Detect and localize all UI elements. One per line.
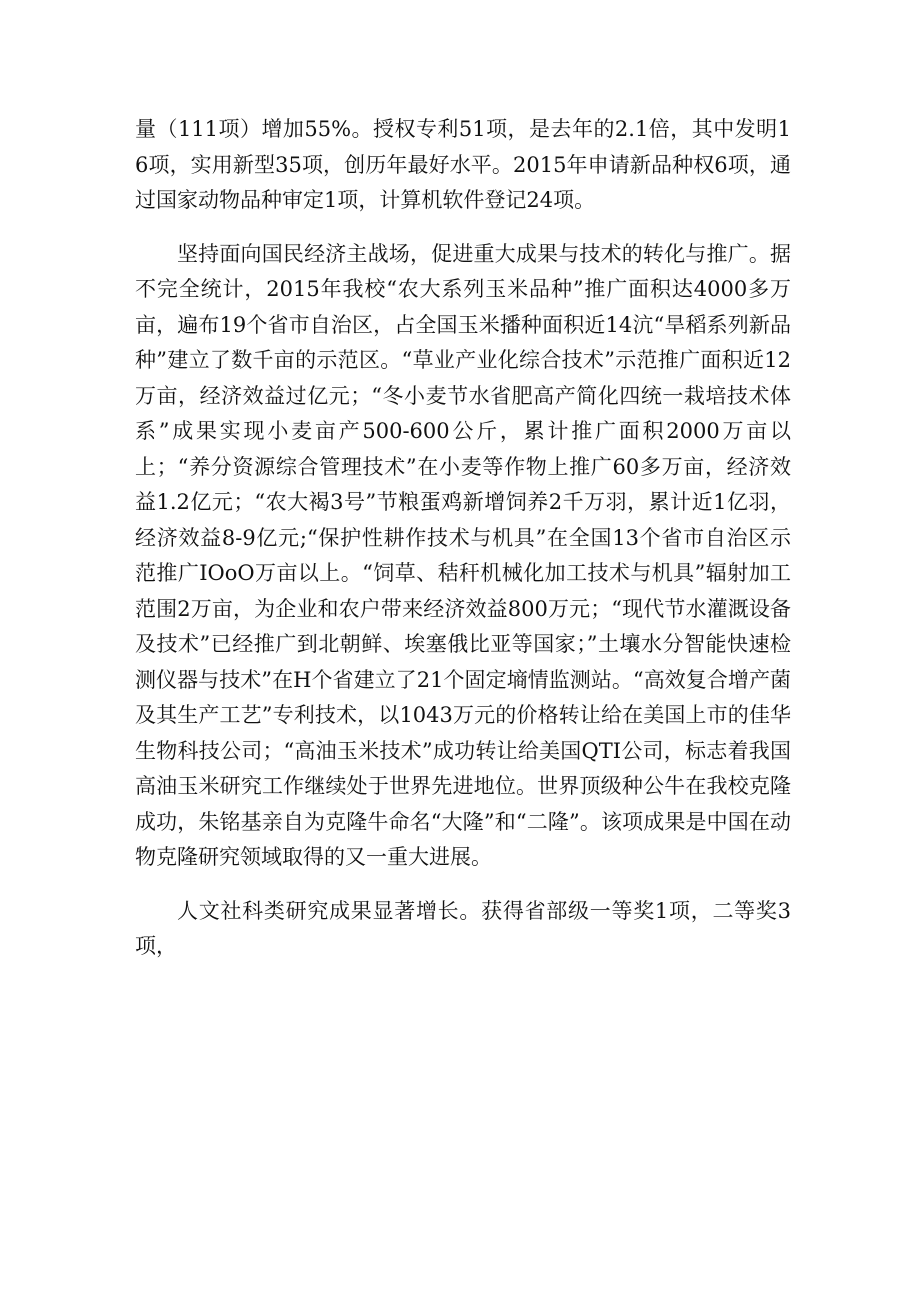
- paragraph-technology-transfer: 坚持面向国民经济主战场，促进重大成果与技术的转化与推广。据不完全统计，2015年我校“农大系列玉米品种”推广面积达4000多万亩，遍布19个省市自治区，占全国玉米播种面积近14沆“旱稻系列新品种”建立了数千亩的示范区。“草业产业化综合技术”示范推广面积近12万亩，经济效益过亿元；“冬小麦节水省肥高产简化四统一栽培技术体系”成果实现小麦亩产500-600公斤，累计推广面积2000万亩以上；“养分资源综合管理技术”在小麦等作物上推广60多万亩，经济效益1.2亿元；“农大褐3号”节粮蛋鸡新增饲养2千万羽，累计近1亿羽，经济效益8-9亿元;“保护性耕作技术与机具”在全国13个省市自治区示范推广IOoO万亩以上。“饲草、秸秆机械化加工技术与机具”辐射加工范围2万亩，为企业和农户带来经济效益800万元；“现代节水灌溉设备及技术”已经推广到北朝鲜、埃塞俄比亚等国家；”土壤水分智能快速检测仪器与技术”在H个省建立了21个固定墒情监测站。“高效复合增产菌及其生产工艺”专利技术，以1043万元的价格转让给在美国上市的佳华生物科技公司；“高油玉米技术”成功转让给美国QTI公司，标志着我国高油玉米研究工作继续处于世界先进地位。世界顶级种公牛在我校克隆成功，朱铭基亲自为克隆牛命名“大隆”和“二隆”。该项成果是中国在动物克隆研究领域取得的又一重大进展。: [135, 241, 791, 869]
- paragraph-gap: [135, 219, 791, 237]
- paragraph-patents: 量（111项）增加55%。授权专利51项，是去年的2.1倍，其中发明16项，实用新型35项，创历年最好水平。2015年申请新品种权6项，通过国家动物品种审定1项，计算机软件登记24项。: [135, 117, 791, 212]
- document-body: [135, 112, 791, 965]
- paragraph-gap: [135, 876, 791, 894]
- paragraph-humanities: 人文社科类研究成果显著增长。获得省部级一等奖1项，二等奖3项，: [135, 898, 791, 958]
